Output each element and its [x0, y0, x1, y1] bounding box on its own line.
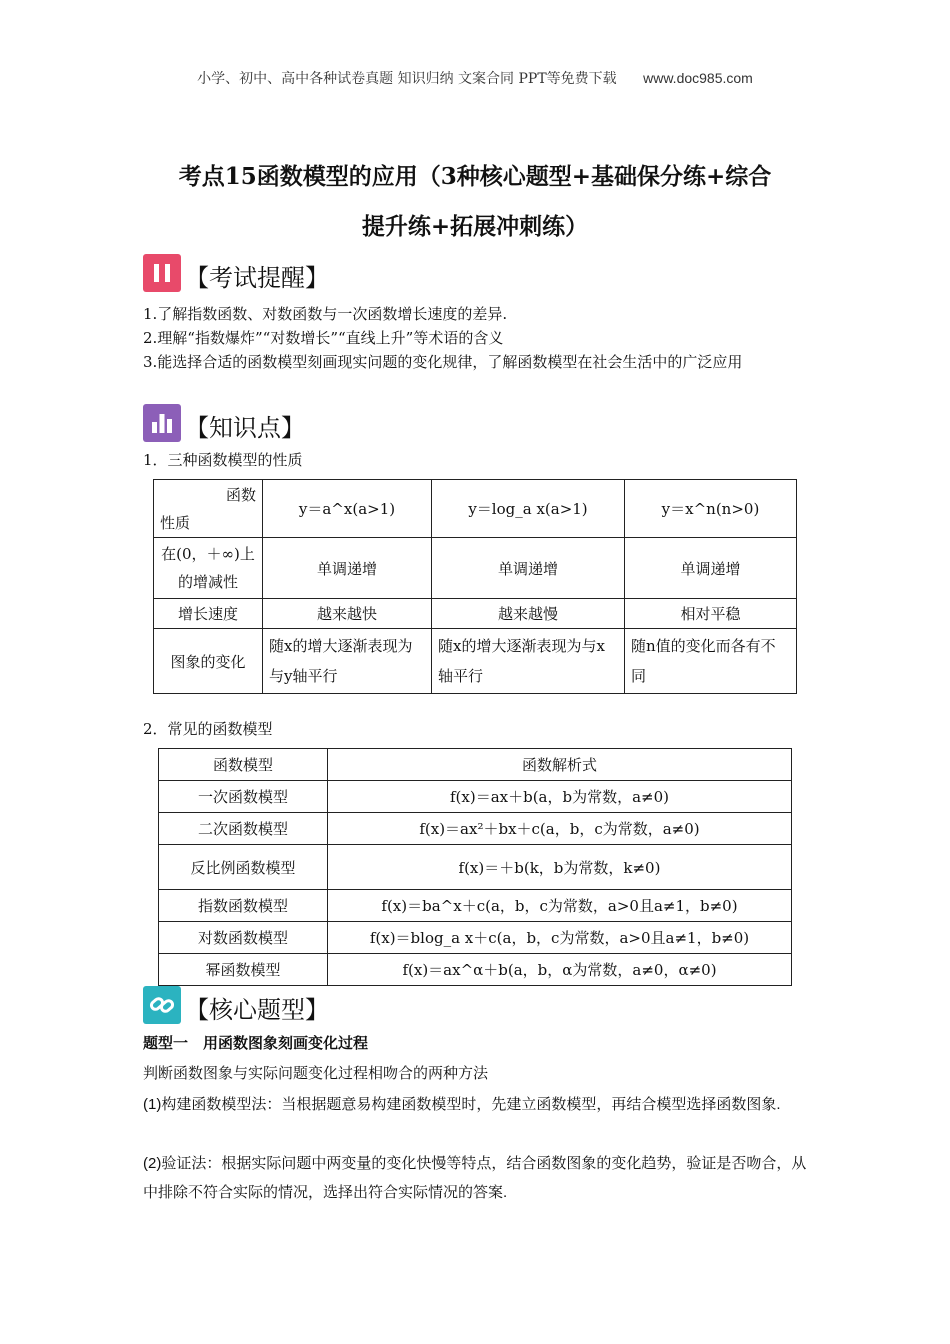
table-cell: 单调递增 — [263, 538, 432, 599]
reminder-item: 1.了解指数函数、对数函数与一次函数增长速度的差异. — [143, 305, 508, 323]
table-row — [159, 922, 792, 954]
header-cell: y＝a^x(a>1) — [263, 480, 432, 538]
table-cell: 越来越快 — [263, 599, 432, 629]
reminder-item: 3.能选择合适的函数模型刻画现实问题的变化规律，了解函数模型在社会生活中的广泛应用 — [143, 353, 743, 371]
page-header — [0, 68, 950, 88]
method-2: (2)验证法：根据实际问题中两变量的变化快慢等特点，结合函数图象的变化趋势，验证是否吻合，从中排除不符合实际的情况，选择出符合实际情况的答案. — [143, 1155, 807, 1201]
section-label: 【知识点】 — [185, 414, 305, 442]
table-row — [159, 845, 792, 890]
model-formula: f(x)＝blog_a x＋c(a，b，c为常数，a>0且a≠1，b≠0) — [328, 922, 792, 954]
table-cell: 越来越慢 — [432, 599, 625, 629]
corner-top: 函数 — [225, 485, 256, 504]
section-knowledge — [143, 404, 305, 442]
header-cell: y＝x^n(n>0) — [625, 480, 797, 538]
table-cell: 随n值的变化而各有不同 — [625, 629, 797, 694]
corner-bottom: 性质 — [160, 513, 191, 532]
model-formula: f(x)＝ax²＋bx＋c(a，b，c为常数，a≠0) — [328, 813, 792, 845]
table-row — [159, 781, 792, 813]
model-name: 一次函数模型 — [159, 781, 328, 813]
section-label: 【核心题型】 — [185, 996, 329, 1024]
function-models-table — [158, 748, 792, 986]
model-name: 对数函数模型 — [159, 922, 328, 954]
table-row — [159, 954, 792, 986]
reminder-list — [143, 302, 808, 374]
model-name: 幂函数模型 — [159, 954, 328, 986]
section-exam-reminder — [143, 254, 329, 292]
table-row — [154, 480, 797, 538]
header-text: 小学、初中、高中各种试卷真题 知识归纳 文案合同 PPT等免费下载 — [197, 71, 617, 87]
model-name: 反比例函数模型 — [159, 845, 328, 890]
table-row — [154, 599, 797, 629]
reminder-item: 2.理解“指数爆炸”“对数增长”“直线上升”等术语的含义 — [143, 329, 504, 347]
table-row — [154, 629, 797, 694]
link-icon — [143, 986, 181, 1024]
table-row — [159, 890, 792, 922]
table-row — [154, 538, 797, 599]
pause-icon — [143, 254, 181, 292]
method-1: (1)构建函数模型法：当根据题意易构建函数模型时，先建立函数模型，再结合模型选择函数图象. — [143, 1096, 781, 1113]
section-label: 【考试提醒】 — [185, 264, 329, 292]
header-url[interactable]: www.doc985.com — [643, 70, 753, 86]
table-cell: 随x的增大逐渐表现为与y轴平行 — [263, 629, 432, 694]
row-label: 增长速度 — [154, 599, 263, 629]
table-cell: 随x的增大逐渐表现为与x轴平行 — [432, 629, 625, 694]
table-cell: 单调递增 — [432, 538, 625, 599]
model-formula: f(x)＝＋b(k，b为常数，k≠0) — [328, 845, 792, 890]
subheading-2: 2．常见的函数模型 — [143, 720, 273, 738]
model-formula: f(x)＝ax^α＋b(a，b，α为常数，a≠0，α≠0) — [328, 954, 792, 986]
method-intro: 判断函数图象与实际问题变化过程相吻合的两种方法 — [143, 1065, 489, 1082]
row-label: 在(0，＋∞)上的增减性 — [154, 538, 263, 599]
header-cell: 函数解析式 — [328, 749, 792, 781]
table-row — [159, 749, 792, 781]
model-name: 二次函数模型 — [159, 813, 328, 845]
section-core-types — [143, 986, 329, 1024]
model-formula: f(x)＝ax＋b(a，b为常数，a≠0) — [328, 781, 792, 813]
type1-title: 题型一 用函数图象刻画变化过程 — [143, 1035, 369, 1052]
table-row — [159, 813, 792, 845]
title-line-2: 提升练+拓展冲刺练） — [361, 213, 589, 240]
subheading-1: 1．三种函数模型的性质 — [143, 451, 303, 469]
model-formula: f(x)＝ba^x＋c(a，b，c为常数，a>0且a≠1，b≠0) — [328, 890, 792, 922]
table-cell: 单调递增 — [625, 538, 797, 599]
table-cell: 相对平稳 — [625, 599, 797, 629]
title-line-1: 考点15函数模型的应用（3种核心题型+基础保分练+综合 — [178, 163, 772, 190]
bar-chart-icon — [143, 404, 181, 442]
header-cell: y＝log_a x(a>1) — [432, 480, 625, 538]
header-cell: 函数模型 — [159, 749, 328, 781]
function-properties-table — [153, 479, 797, 694]
model-name: 指数函数模型 — [159, 890, 328, 922]
row-label: 图象的变化 — [154, 629, 263, 694]
page-title — [110, 152, 840, 252]
corner-cell — [154, 480, 263, 538]
